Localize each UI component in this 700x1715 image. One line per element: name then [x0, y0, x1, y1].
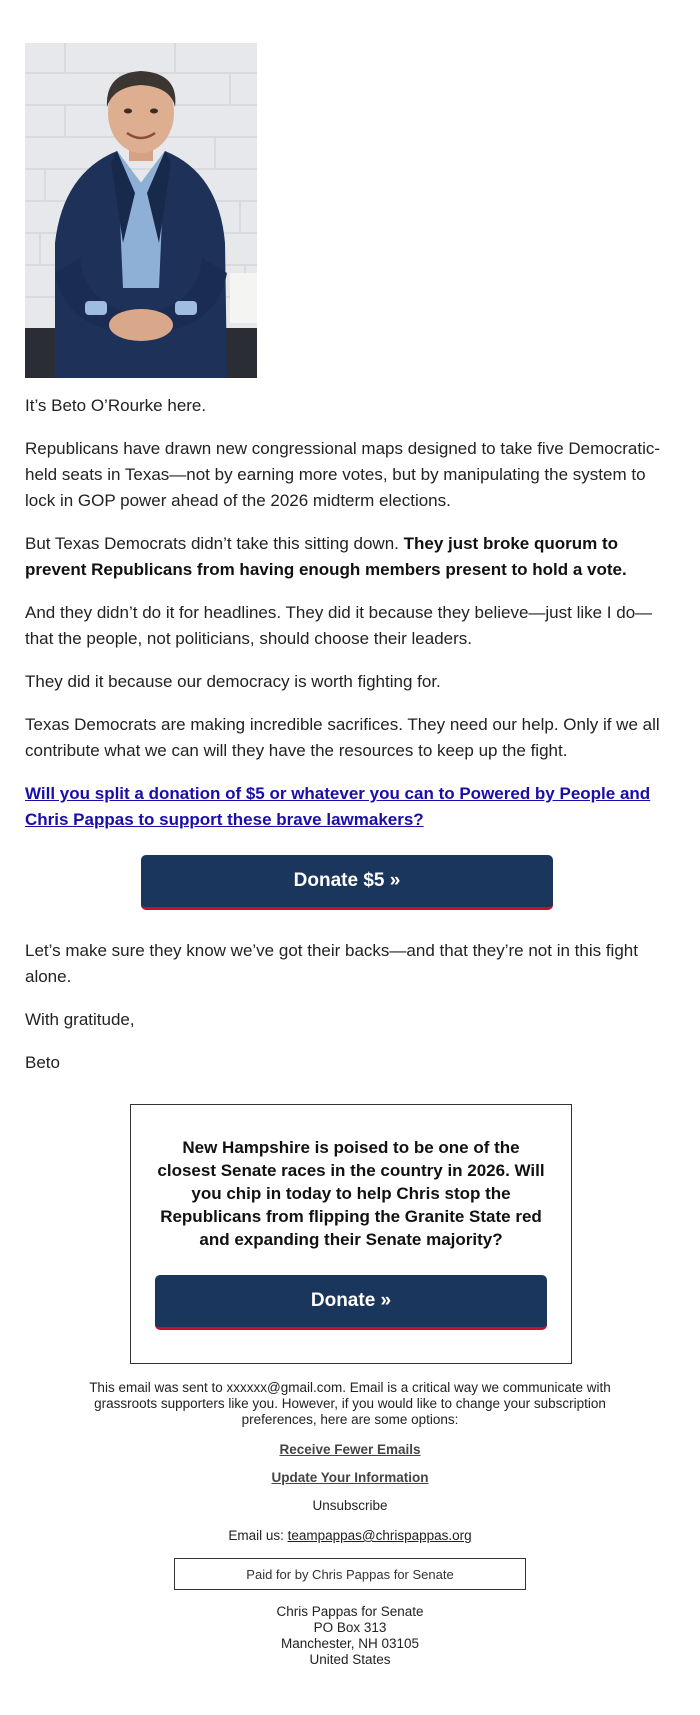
portrait-image [25, 43, 257, 378]
promo-text: New Hampshire is poised to be one of the closest Senate races in the country in 2026. Will you chip in today to help Chris stop the Republicans from flipping the Granite State red and expanding their Senate majority? [157, 1138, 545, 1249]
promo-donate-button[interactable]: Donate » [155, 1275, 547, 1330]
donation-cta-link[interactable]: Will you split a donation of $5 or whatever you can to Powered by People and Chris Pappas to support these brave lawmakers? [25, 784, 651, 829]
paragraph-sacrifices: Texas Democrats are making incredible sacrifices. They need our help. Only if we all contribute what we can will they have the resources to keep up the fight. [25, 715, 660, 760]
paragraph-maps: Republicans have drawn new congressional maps designed to take five Democratic-held seats in Texas—not by earning more votes, but by manipulating the system to lock in GOP power ahead of the 2026 midterm elections. [25, 439, 661, 510]
receive-fewer-emails-link[interactable]: Receive Fewer Emails [279, 1442, 421, 1457]
promo-box [130, 1104, 572, 1364]
paid-for-disclaimer: Paid for by Chris Pappas for Senate [174, 1558, 526, 1590]
address-line-3: Manchester, NH 03105 [280, 1636, 420, 1651]
paragraph-quorum-start: But Texas Democrats didn’t take this sitting down. [25, 534, 404, 553]
address-line-1: Chris Pappas for Senate [276, 1604, 424, 1619]
email-us-line [60, 1528, 640, 1544]
email-body [25, 393, 669, 1093]
footer-note: This email was sent to xxxxxx@gmail.com. Email is a critical way we communicate with grassroots supporters like you. However, if you would like to change your subscription preferences, here are some options: [89, 1380, 611, 1427]
greeting: It’s Beto O’Rourke here. [25, 396, 207, 415]
signature: Beto [25, 1053, 60, 1072]
cta-paragraph [25, 781, 669, 833]
paragraph-democracy: They did it because our democracy is worth fighting for. [25, 672, 441, 691]
address-line-2: PO Box 313 [313, 1620, 387, 1635]
paragraph-backs: Let’s make sure they know we’ve got their backs—and that they’re not in this fight alone. [25, 941, 638, 986]
donate-5-button[interactable]: Donate $5 » [141, 855, 553, 910]
email-address-link[interactable]: teampappas@chrispappas.org [287, 1528, 472, 1543]
mailing-address [60, 1604, 640, 1668]
footer [60, 1380, 640, 1668]
unsubscribe-link[interactable]: Unsubscribe [312, 1498, 388, 1513]
email-us-label: Email us: [228, 1528, 288, 1543]
address-line-4: United States [309, 1652, 391, 1667]
paragraph-quorum-bold: They just broke quorum to prevent Republicans from having enough members present to hold a vote. [25, 534, 627, 579]
paragraph-headlines: And they didn’t do it for headlines. They did it because they believe—just like I do—that the people, not politicians, should choose their leaders. [25, 603, 653, 648]
update-information-link[interactable]: Update Your Information [271, 1470, 429, 1485]
donate-button-wrap [25, 855, 669, 910]
paragraph-quorum [25, 531, 669, 583]
signoff: With gratitude, [25, 1010, 135, 1029]
portrait-photo [25, 43, 257, 378]
